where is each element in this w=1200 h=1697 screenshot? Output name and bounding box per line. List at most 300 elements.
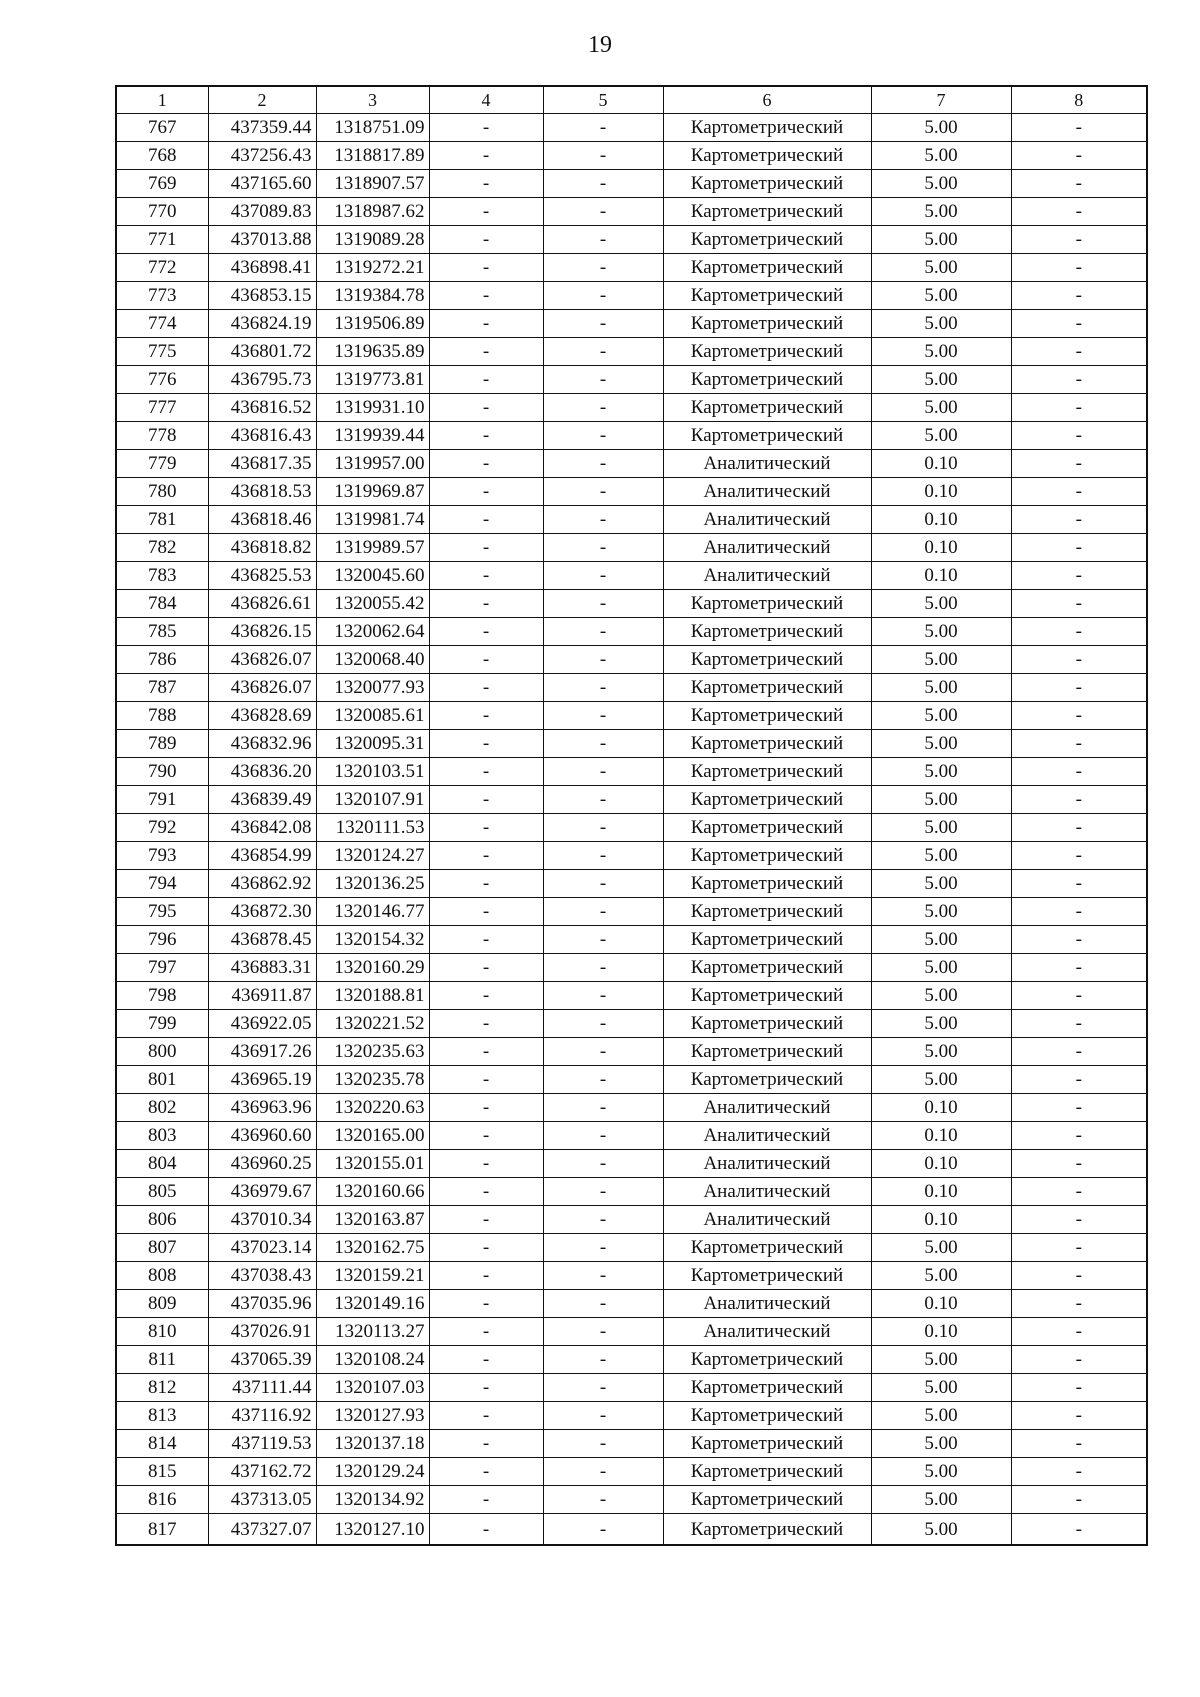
cell-coord-y: 1319957.00 [316, 450, 429, 478]
cell-col-4: - [429, 674, 543, 702]
cell-col-5: - [543, 170, 663, 198]
cell-method: Картометрический [663, 310, 871, 338]
cell-coord-y: 1320235.78 [316, 1066, 429, 1094]
cell-accuracy: 5.00 [871, 1402, 1011, 1430]
cell-point-number: 791 [116, 786, 208, 814]
cell-method: Картометрический [663, 1038, 871, 1066]
cell-col-8: - [1011, 198, 1147, 226]
cell-coord-y: 1319773.81 [316, 366, 429, 394]
cell-coord-y: 1320045.60 [316, 562, 429, 590]
cell-col-5: - [543, 982, 663, 1010]
cell-col-8: - [1011, 1290, 1147, 1318]
cell-point-number: 790 [116, 758, 208, 786]
cell-col-4: - [429, 1178, 543, 1206]
table-row [116, 1010, 1147, 1038]
cell-col-5: - [543, 450, 663, 478]
cell-accuracy: 0.10 [871, 450, 1011, 478]
cell-col-5: - [543, 394, 663, 422]
cell-coord-y: 1320188.81 [316, 982, 429, 1010]
cell-point-number: 797 [116, 954, 208, 982]
cell-col-4: - [429, 1374, 543, 1402]
cell-coord-x: 437038.43 [208, 1262, 316, 1290]
cell-method: Картометрический [663, 170, 871, 198]
cell-point-number: 787 [116, 674, 208, 702]
cell-method: Аналитический [663, 1122, 871, 1150]
cell-col-8: - [1011, 1318, 1147, 1346]
cell-col-4: - [429, 1150, 543, 1178]
table-row [116, 926, 1147, 954]
cell-col-8: - [1011, 226, 1147, 254]
cell-method: Аналитический [663, 562, 871, 590]
cell-coord-x: 436839.49 [208, 786, 316, 814]
cell-coord-y: 1320235.63 [316, 1038, 429, 1066]
table-row [116, 254, 1147, 282]
cell-method: Картометрический [663, 1458, 871, 1486]
cell-point-number: 778 [116, 422, 208, 450]
cell-accuracy: 0.10 [871, 1122, 1011, 1150]
cell-method: Аналитический [663, 1150, 871, 1178]
cell-col-5: - [543, 870, 663, 898]
cell-coord-x: 436825.53 [208, 562, 316, 590]
cell-coord-x: 436883.31 [208, 954, 316, 982]
cell-method: Картометрический [663, 1374, 871, 1402]
cell-col-4: - [429, 394, 543, 422]
cell-method: Картометрический [663, 842, 871, 870]
cell-col-4: - [429, 562, 543, 590]
cell-col-5: - [543, 1430, 663, 1458]
cell-col-8: - [1011, 1514, 1147, 1546]
cell-method: Аналитический [663, 1318, 871, 1346]
table-row [116, 786, 1147, 814]
cell-point-number: 799 [116, 1010, 208, 1038]
cell-accuracy: 0.10 [871, 1290, 1011, 1318]
cell-coord-y: 1320149.16 [316, 1290, 429, 1318]
cell-col-8: - [1011, 590, 1147, 618]
cell-coord-x: 437023.14 [208, 1234, 316, 1262]
cell-point-number: 810 [116, 1318, 208, 1346]
cell-col-5: - [543, 422, 663, 450]
cell-col-5: - [543, 1094, 663, 1122]
cell-point-number: 779 [116, 450, 208, 478]
cell-accuracy: 0.10 [871, 1178, 1011, 1206]
cell-col-5: - [543, 786, 663, 814]
cell-accuracy: 5.00 [871, 702, 1011, 730]
cell-method: Картометрический [663, 926, 871, 954]
cell-method: Картометрический [663, 1514, 871, 1546]
cell-coord-y: 1319384.78 [316, 282, 429, 310]
table-row [116, 1458, 1147, 1486]
cell-col-8: - [1011, 702, 1147, 730]
cell-accuracy: 5.00 [871, 1458, 1011, 1486]
cell-col-5: - [543, 814, 663, 842]
cell-col-4: - [429, 1262, 543, 1290]
cell-col-4: - [429, 646, 543, 674]
cell-accuracy: 0.10 [871, 506, 1011, 534]
cell-col-5: - [543, 590, 663, 618]
table-row [116, 758, 1147, 786]
cell-col-5: - [543, 758, 663, 786]
cell-col-5: - [543, 730, 663, 758]
cell-method: Картометрический [663, 646, 871, 674]
cell-method: Картометрический [663, 1402, 871, 1430]
cell-accuracy: 5.00 [871, 758, 1011, 786]
cell-method: Картометрический [663, 338, 871, 366]
cell-col-8: - [1011, 1066, 1147, 1094]
cell-method: Картометрический [663, 730, 871, 758]
cell-accuracy: 0.10 [871, 562, 1011, 590]
cell-method: Картометрический [663, 142, 871, 170]
cell-col-8: - [1011, 786, 1147, 814]
table-row [116, 1346, 1147, 1374]
cell-coord-x: 436963.96 [208, 1094, 316, 1122]
cell-method: Аналитический [663, 1290, 871, 1318]
cell-method: Картометрический [663, 758, 871, 786]
cell-method: Картометрический [663, 1346, 871, 1374]
cell-col-5: - [543, 1318, 663, 1346]
cell-point-number: 813 [116, 1402, 208, 1430]
cell-coord-y: 1320124.27 [316, 842, 429, 870]
cell-point-number: 816 [116, 1486, 208, 1514]
cell-col-4: - [429, 1318, 543, 1346]
cell-accuracy: 5.00 [871, 310, 1011, 338]
table-row [116, 870, 1147, 898]
cell-col-4: - [429, 478, 543, 506]
cell-accuracy: 5.00 [871, 898, 1011, 926]
cell-coord-y: 1320077.93 [316, 674, 429, 702]
cell-col-8: - [1011, 646, 1147, 674]
cell-coord-x: 436826.07 [208, 646, 316, 674]
cell-coord-y: 1320160.29 [316, 954, 429, 982]
cell-accuracy: 0.10 [871, 1150, 1011, 1178]
cell-coord-y: 1319272.21 [316, 254, 429, 282]
cell-coord-y: 1319931.10 [316, 394, 429, 422]
cell-coord-y: 1320127.10 [316, 1514, 429, 1546]
cell-method: Картометрический [663, 1430, 871, 1458]
cell-accuracy: 0.10 [871, 478, 1011, 506]
cell-point-number: 807 [116, 1234, 208, 1262]
cell-accuracy: 0.10 [871, 534, 1011, 562]
cell-coord-x: 437035.96 [208, 1290, 316, 1318]
cell-point-number: 784 [116, 590, 208, 618]
column-header-2: 2 [208, 86, 316, 114]
cell-coord-y: 1320095.31 [316, 730, 429, 758]
table-row [116, 1038, 1147, 1066]
cell-col-8: - [1011, 618, 1147, 646]
column-header-6: 6 [663, 86, 871, 114]
cell-col-4: - [429, 506, 543, 534]
cell-col-8: - [1011, 730, 1147, 758]
cell-col-5: - [543, 1038, 663, 1066]
cell-coord-y: 1320068.40 [316, 646, 429, 674]
column-header-3: 3 [316, 86, 429, 114]
cell-col-8: - [1011, 1374, 1147, 1402]
cell-point-number: 802 [116, 1094, 208, 1122]
table-row [116, 366, 1147, 394]
column-header-7: 7 [871, 86, 1011, 114]
cell-col-5: - [543, 366, 663, 394]
cell-point-number: 796 [116, 926, 208, 954]
table-row [116, 282, 1147, 310]
cell-col-4: - [429, 534, 543, 562]
cell-coord-y: 1320113.27 [316, 1318, 429, 1346]
cell-accuracy: 5.00 [871, 422, 1011, 450]
cell-col-8: - [1011, 142, 1147, 170]
cell-coord-y: 1320107.03 [316, 1374, 429, 1402]
cell-point-number: 772 [116, 254, 208, 282]
cell-col-5: - [543, 1346, 663, 1374]
cell-method: Картометрический [663, 394, 871, 422]
cell-col-4: - [429, 1206, 543, 1234]
cell-col-8: - [1011, 478, 1147, 506]
cell-point-number: 792 [116, 814, 208, 842]
cell-col-8: - [1011, 114, 1147, 142]
cell-col-5: - [543, 1290, 663, 1318]
cell-col-8: - [1011, 534, 1147, 562]
cell-coord-y: 1320134.92 [316, 1486, 429, 1514]
cell-point-number: 771 [116, 226, 208, 254]
cell-col-8: - [1011, 366, 1147, 394]
cell-coord-x: 436817.35 [208, 450, 316, 478]
cell-point-number: 775 [116, 338, 208, 366]
table-header-row [116, 86, 1147, 114]
cell-col-8: - [1011, 1122, 1147, 1150]
cell-coord-y: 1320154.32 [316, 926, 429, 954]
cell-coord-x: 436878.45 [208, 926, 316, 954]
cell-point-number: 812 [116, 1374, 208, 1402]
cell-point-number: 773 [116, 282, 208, 310]
cell-coord-x: 436816.52 [208, 394, 316, 422]
cell-col-5: - [543, 1262, 663, 1290]
table-row [116, 1122, 1147, 1150]
cell-coord-x: 437065.39 [208, 1346, 316, 1374]
cell-col-4: - [429, 450, 543, 478]
cell-point-number: 789 [116, 730, 208, 758]
column-header-8: 8 [1011, 86, 1147, 114]
cell-col-8: - [1011, 1234, 1147, 1262]
table-row [116, 310, 1147, 338]
table-row [116, 730, 1147, 758]
cell-col-8: - [1011, 450, 1147, 478]
cell-coord-y: 1320137.18 [316, 1430, 429, 1458]
cell-coord-x: 437119.53 [208, 1430, 316, 1458]
cell-col-4: - [429, 1486, 543, 1514]
cell-point-number: 783 [116, 562, 208, 590]
cell-coord-y: 1319989.57 [316, 534, 429, 562]
cell-coord-y: 1319635.89 [316, 338, 429, 366]
cell-col-4: - [429, 1514, 543, 1546]
cell-col-4: - [429, 730, 543, 758]
cell-point-number: 803 [116, 1122, 208, 1150]
table-row [116, 1178, 1147, 1206]
cell-coord-y: 1320163.87 [316, 1206, 429, 1234]
cell-coord-y: 1320162.75 [316, 1234, 429, 1262]
cell-col-5: - [543, 1122, 663, 1150]
table-row [116, 590, 1147, 618]
cell-col-5: - [543, 618, 663, 646]
table-row [116, 198, 1147, 226]
cell-point-number: 808 [116, 1262, 208, 1290]
table-row [116, 142, 1147, 170]
table-row [116, 982, 1147, 1010]
cell-col-8: - [1011, 1458, 1147, 1486]
cell-coord-x: 437327.07 [208, 1514, 316, 1546]
cell-col-5: - [543, 1402, 663, 1430]
cell-method: Картометрический [663, 1262, 871, 1290]
cell-coord-x: 436816.43 [208, 422, 316, 450]
cell-col-5: - [543, 898, 663, 926]
cell-coord-y: 1320160.66 [316, 1178, 429, 1206]
cell-col-4: - [429, 870, 543, 898]
cell-col-4: - [429, 170, 543, 198]
cell-col-5: - [543, 1066, 663, 1094]
cell-coord-y: 1318907.57 [316, 170, 429, 198]
cell-col-4: - [429, 786, 543, 814]
cell-col-4: - [429, 954, 543, 982]
cell-method: Аналитический [663, 534, 871, 562]
cell-col-8: - [1011, 282, 1147, 310]
table-row [116, 674, 1147, 702]
cell-coord-y: 1319981.74 [316, 506, 429, 534]
cell-col-8: - [1011, 1178, 1147, 1206]
cell-col-4: - [429, 1430, 543, 1458]
cell-coord-x: 437165.60 [208, 170, 316, 198]
cell-col-8: - [1011, 506, 1147, 534]
cell-accuracy: 0.10 [871, 1318, 1011, 1346]
table-row [116, 898, 1147, 926]
cell-col-8: - [1011, 926, 1147, 954]
cell-coord-x: 436836.20 [208, 758, 316, 786]
cell-point-number: 798 [116, 982, 208, 1010]
cell-accuracy: 5.00 [871, 170, 1011, 198]
cell-coord-x: 436917.26 [208, 1038, 316, 1066]
cell-col-4: - [429, 814, 543, 842]
cell-col-8: - [1011, 422, 1147, 450]
cell-col-5: - [543, 114, 663, 142]
cell-accuracy: 5.00 [871, 842, 1011, 870]
cell-coord-y: 1320146.77 [316, 898, 429, 926]
cell-coord-x: 437026.91 [208, 1318, 316, 1346]
cell-coord-x: 436818.82 [208, 534, 316, 562]
cell-accuracy: 5.00 [871, 226, 1011, 254]
cell-coord-x: 437111.44 [208, 1374, 316, 1402]
cell-col-5: - [543, 506, 663, 534]
cell-method: Картометрический [663, 114, 871, 142]
cell-coord-x: 436832.96 [208, 730, 316, 758]
cell-col-5: - [543, 562, 663, 590]
cell-col-8: - [1011, 1430, 1147, 1458]
table-row [116, 842, 1147, 870]
cell-coord-y: 1319969.87 [316, 478, 429, 506]
cell-col-4: - [429, 702, 543, 730]
cell-col-4: - [429, 422, 543, 450]
table-row [116, 1066, 1147, 1094]
table-row [116, 226, 1147, 254]
cell-col-8: - [1011, 898, 1147, 926]
cell-coord-y: 1320085.61 [316, 702, 429, 730]
table-row [116, 562, 1147, 590]
cell-accuracy: 5.00 [871, 926, 1011, 954]
cell-method: Картометрический [663, 198, 871, 226]
cell-col-8: - [1011, 758, 1147, 786]
table-row [116, 814, 1147, 842]
table-row [116, 1290, 1147, 1318]
cell-method: Картометрический [663, 674, 871, 702]
cell-coord-y: 1320111.53 [316, 814, 429, 842]
cell-point-number: 788 [116, 702, 208, 730]
cell-col-5: - [543, 954, 663, 982]
cell-method: Аналитический [663, 506, 871, 534]
cell-accuracy: 5.00 [871, 1066, 1011, 1094]
table-row [116, 1514, 1147, 1546]
cell-coord-x: 436826.61 [208, 590, 316, 618]
cell-col-8: - [1011, 1486, 1147, 1514]
table-row [116, 478, 1147, 506]
cell-method: Картометрический [663, 982, 871, 1010]
cell-point-number: 805 [116, 1178, 208, 1206]
cell-col-5: - [543, 310, 663, 338]
coordinates-table [115, 85, 1148, 1546]
table-row [116, 114, 1147, 142]
cell-col-8: - [1011, 954, 1147, 982]
cell-col-8: - [1011, 1150, 1147, 1178]
cell-coord-x: 437013.88 [208, 226, 316, 254]
table-row [116, 702, 1147, 730]
cell-col-8: - [1011, 1206, 1147, 1234]
cell-accuracy: 5.00 [871, 1514, 1011, 1546]
cell-coord-x: 436965.19 [208, 1066, 316, 1094]
cell-coord-x: 436872.30 [208, 898, 316, 926]
cell-method: Аналитический [663, 450, 871, 478]
cell-point-number: 801 [116, 1066, 208, 1094]
cell-method: Картометрический [663, 422, 871, 450]
cell-coord-y: 1318987.62 [316, 198, 429, 226]
table-row [116, 618, 1147, 646]
cell-coord-y: 1320103.51 [316, 758, 429, 786]
cell-coord-x: 436911.87 [208, 982, 316, 1010]
cell-method: Картометрический [663, 282, 871, 310]
cell-coord-x: 437010.34 [208, 1206, 316, 1234]
cell-method: Картометрический [663, 898, 871, 926]
cell-coord-x: 436824.19 [208, 310, 316, 338]
cell-coord-y: 1319939.44 [316, 422, 429, 450]
cell-coord-y: 1320165.00 [316, 1122, 429, 1150]
cell-coord-x: 436898.41 [208, 254, 316, 282]
table-row [116, 534, 1147, 562]
cell-accuracy: 5.00 [871, 114, 1011, 142]
cell-coord-x: 436818.53 [208, 478, 316, 506]
cell-accuracy: 5.00 [871, 142, 1011, 170]
cell-col-5: - [543, 1206, 663, 1234]
table-row [116, 450, 1147, 478]
cell-accuracy: 5.00 [871, 394, 1011, 422]
cell-coord-y: 1318817.89 [316, 142, 429, 170]
cell-method: Картометрический [663, 702, 871, 730]
cell-col-4: - [429, 366, 543, 394]
table-row [116, 506, 1147, 534]
cell-coord-y: 1319089.28 [316, 226, 429, 254]
cell-col-4: - [429, 1094, 543, 1122]
cell-col-4: - [429, 1458, 543, 1486]
table-row [116, 394, 1147, 422]
cell-coord-x: 436854.99 [208, 842, 316, 870]
table-row [116, 1094, 1147, 1122]
cell-col-5: - [543, 254, 663, 282]
cell-accuracy: 5.00 [871, 1010, 1011, 1038]
cell-accuracy: 5.00 [871, 338, 1011, 366]
cell-col-4: - [429, 338, 543, 366]
cell-point-number: 774 [116, 310, 208, 338]
cell-coord-y: 1320107.91 [316, 786, 429, 814]
